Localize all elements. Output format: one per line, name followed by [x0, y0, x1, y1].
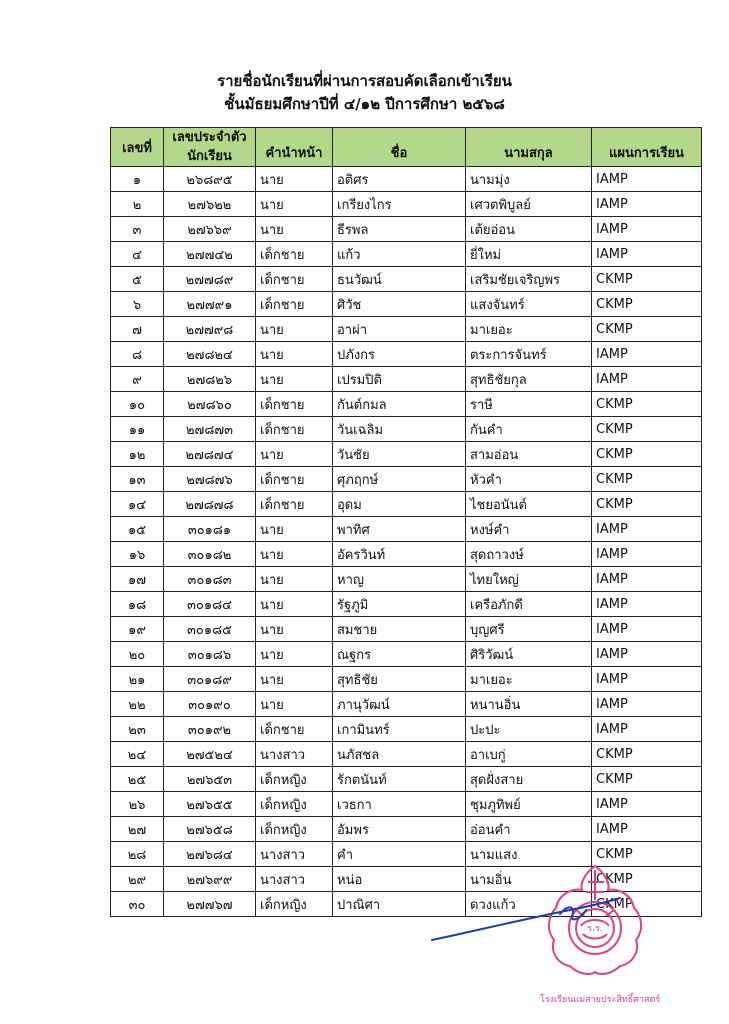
cell-last-name: ศิริวัฒน์: [466, 642, 592, 667]
cell-no: ๒: [111, 192, 164, 217]
cell-no: ๑๗: [111, 567, 164, 592]
cell-prefix: นาย: [256, 642, 333, 667]
cell-no: ๑๘: [111, 592, 164, 617]
cell-last-name: สามอ่อน: [466, 442, 592, 467]
cell-plan: IAMP: [592, 367, 702, 392]
cell-no: ๑๐: [111, 392, 164, 417]
cell-student-id: ๓๐๑๘๓: [164, 567, 256, 592]
cell-plan: IAMP: [592, 667, 702, 692]
cell-plan: IAMP: [592, 617, 702, 642]
cell-prefix: นาย: [256, 542, 333, 567]
cell-plan: CKMP: [592, 842, 702, 867]
cell-plan: CKMP: [592, 442, 702, 467]
cell-student-id: ๒๗๘๖๐: [164, 392, 256, 417]
cell-prefix: นาย: [256, 567, 333, 592]
cell-prefix: นางสาว: [256, 842, 333, 867]
cell-first-name: เกามินทร์: [333, 717, 466, 742]
cell-student-id: ๒๗๖๕๘: [164, 817, 256, 842]
cell-prefix: เด็กชาย: [256, 292, 333, 317]
cell-no: ๑๙: [111, 617, 164, 642]
cell-first-name: นภัสชล: [333, 742, 466, 767]
cell-no: ๒๖: [111, 792, 164, 817]
cell-student-id: ๒๗๖๕๕: [164, 792, 256, 817]
cell-plan: IAMP: [592, 592, 702, 617]
cell-plan: IAMP: [592, 567, 702, 592]
table-row: [111, 542, 702, 567]
cell-student-id: ๒๗๘๒๖: [164, 367, 256, 392]
table-row: [111, 192, 702, 217]
cell-last-name: บุญศรี: [466, 617, 592, 642]
cell-no: ๔: [111, 242, 164, 267]
table-row: [111, 817, 702, 842]
cell-no: ๒๘: [111, 842, 164, 867]
cell-first-name: คำ: [333, 842, 466, 867]
header-student-id: [164, 128, 256, 167]
cell-no: ๑๓: [111, 467, 164, 492]
cell-last-name: เต้ยอ่อน: [466, 217, 592, 242]
cell-prefix: เด็กชาย: [256, 417, 333, 442]
cell-prefix: เด็กชาย: [256, 492, 333, 517]
cell-student-id: ๓๐๑๘๙: [164, 667, 256, 692]
cell-no: ๒๑: [111, 667, 164, 692]
cell-plan: IAMP: [592, 242, 702, 267]
cell-plan: IAMP: [592, 517, 702, 542]
cell-student-id: ๓๐๑๘๔: [164, 592, 256, 617]
cell-first-name: ศุภฤกษ์: [333, 467, 466, 492]
cell-first-name: กันต์กมล: [333, 392, 466, 417]
document-title-line1: รายชื่อนักเรียนที่ผ่านการสอบคัดเลือกเข้าเรียน: [217, 72, 512, 90]
cell-first-name: ศิวัช: [333, 292, 466, 317]
cell-prefix: นาย: [256, 442, 333, 467]
table-row: [111, 592, 702, 617]
table-row: [111, 767, 702, 792]
cell-last-name: นามมุ่ง: [466, 167, 592, 192]
cell-plan: IAMP: [592, 717, 702, 742]
table-row: [111, 617, 702, 642]
cell-prefix: นาย: [256, 692, 333, 717]
cell-first-name: อัครวินท์: [333, 542, 466, 567]
cell-student-id: ๓๐๑๘๖: [164, 642, 256, 667]
cell-prefix: เด็กหญิง: [256, 892, 333, 917]
table-row: [111, 667, 702, 692]
cell-last-name: ยี่ใหม่: [466, 242, 592, 267]
cell-last-name: สุดฝั่งสาย: [466, 767, 592, 792]
cell-plan: IAMP: [592, 817, 702, 842]
cell-plan: CKMP: [592, 867, 702, 892]
table-row: [111, 792, 702, 817]
table-row: [111, 517, 702, 542]
table-row: [111, 442, 702, 467]
table-row: [111, 367, 702, 392]
cell-first-name: สุทธิชัย: [333, 667, 466, 692]
cell-student-id: ๒๖๘๙๕: [164, 167, 256, 192]
cell-plan: IAMP: [592, 192, 702, 217]
cell-last-name: นามแสง: [466, 842, 592, 867]
cell-student-id: ๒๗๘๗๓: [164, 417, 256, 442]
cell-student-id: ๓๐๑๙๒: [164, 717, 256, 742]
cell-last-name: ชุมภูทิพย์: [466, 792, 592, 817]
header-student-id-label: เลขประจำตัว นักเรียน: [172, 130, 247, 164]
cell-no: ๒๓: [111, 717, 164, 742]
cell-student-id: ๓๐๑๘๑: [164, 517, 256, 542]
cell-student-id: ๒๗๗๖๗: [164, 892, 256, 917]
cell-no: ๒๐: [111, 642, 164, 667]
cell-prefix: เด็กหญิง: [256, 792, 333, 817]
cell-first-name: ณฐกร: [333, 642, 466, 667]
cell-last-name: สุทธิชัยกุล: [466, 367, 592, 392]
cell-plan: CKMP: [592, 292, 702, 317]
cell-first-name: ธีรพล: [333, 217, 466, 242]
cell-last-name: มาเยอะ: [466, 667, 592, 692]
cell-prefix: เด็กหญิง: [256, 767, 333, 792]
cell-first-name: แก้ว: [333, 242, 466, 267]
document-title-line2: ชั้นมัธยมศึกษาปีที่ ๔/๑๒ ปีการศึกษา ๒๕๖๘: [224, 95, 505, 113]
cell-no: ๒๔: [111, 742, 164, 767]
cell-plan: CKMP: [592, 417, 702, 442]
cell-prefix: เด็กชาย: [256, 242, 333, 267]
table-body: [111, 167, 702, 917]
cell-no: ๒๙: [111, 867, 164, 892]
cell-last-name: อาเบกู่: [466, 742, 592, 767]
school-seal-text: โรงเรียนแม่สายประสิทธิ์ศาสตร์: [540, 995, 661, 1005]
cell-last-name: หัวคำ: [466, 467, 592, 492]
cell-prefix: นาย: [256, 192, 333, 217]
cell-student-id: ๒๗๗๘๙: [164, 267, 256, 292]
table-row: [111, 567, 702, 592]
cell-student-id: ๒๗๕๒๔: [164, 742, 256, 767]
cell-prefix: เด็กชาย: [256, 392, 333, 417]
cell-last-name: อ่อนคำ: [466, 817, 592, 842]
cell-no: ๘: [111, 342, 164, 367]
cell-prefix: นาย: [256, 342, 333, 367]
cell-no: ๓: [111, 217, 164, 242]
table-row: [111, 642, 702, 667]
cell-first-name: ภานุวัฒน์: [333, 692, 466, 717]
cell-first-name: อติศร: [333, 167, 466, 192]
cell-no: ๒๒: [111, 692, 164, 717]
cell-last-name: แสงจันทร์: [466, 292, 592, 317]
header-no: เลขที่: [111, 128, 164, 167]
cell-no: ๑๔: [111, 492, 164, 517]
cell-no: ๕: [111, 267, 164, 292]
student-list-table: [110, 127, 702, 917]
cell-last-name: กันคำ: [466, 417, 592, 442]
cell-plan: CKMP: [592, 492, 702, 517]
cell-first-name: อัมพร: [333, 817, 466, 842]
table-row: [111, 292, 702, 317]
cell-student-id: ๒๗๖๙๙: [164, 867, 256, 892]
table-row: [111, 167, 702, 192]
table-row: [111, 742, 702, 767]
signature-mark: [420, 880, 630, 950]
cell-plan: CKMP: [592, 317, 702, 342]
cell-student-id: ๒๗๖๒๒: [164, 192, 256, 217]
cell-prefix: เด็กชาย: [256, 267, 333, 292]
cell-student-id: ๒๗๗๙๑: [164, 292, 256, 317]
table-row: [111, 267, 702, 292]
cell-no: ๑: [111, 167, 164, 192]
cell-last-name: หงษ์คำ: [466, 517, 592, 542]
cell-no: ๑๒: [111, 442, 164, 467]
cell-student-id: ๒๗๘๗๘: [164, 492, 256, 517]
svg-text:ร.ร.: ร.ร.: [587, 924, 603, 934]
cell-prefix: นาย: [256, 367, 333, 392]
table-row: [111, 217, 702, 242]
cell-student-id: ๒๗๖๖๙: [164, 217, 256, 242]
cell-last-name: เศวตพิบูลย์: [466, 192, 592, 217]
cell-last-name: ไชยอนันต์: [466, 492, 592, 517]
cell-plan: CKMP: [592, 742, 702, 767]
cell-student-id: ๒๗๘๒๔: [164, 342, 256, 367]
cell-no: ๑๑: [111, 417, 164, 442]
header-first-name: ชื่อ: [333, 128, 466, 167]
cell-student-id: ๓๐๑๘๒: [164, 542, 256, 567]
cell-last-name: นามอิ่น: [466, 867, 592, 892]
cell-first-name: พาทิศ: [333, 517, 466, 542]
cell-plan: IAMP: [592, 692, 702, 717]
cell-last-name: ราษี: [466, 392, 592, 417]
cell-no: ๒๗: [111, 817, 164, 842]
header-plan: แผนการเรียน: [592, 128, 702, 167]
cell-student-id: ๒๗๘๗๖: [164, 467, 256, 492]
cell-first-name: วันเฉลิม: [333, 417, 466, 442]
cell-prefix: นาย: [256, 217, 333, 242]
header-last-name: นามสกุล: [466, 128, 592, 167]
cell-prefix: นาย: [256, 667, 333, 692]
cell-plan: CKMP: [592, 467, 702, 492]
cell-prefix: นาย: [256, 617, 333, 642]
cell-no: ๗: [111, 317, 164, 342]
cell-student-id: ๒๗๗๙๘: [164, 317, 256, 342]
cell-first-name: วันชัย: [333, 442, 466, 467]
cell-first-name: รัฐภูมิ: [333, 592, 466, 617]
cell-student-id: ๓๐๑๘๕: [164, 617, 256, 642]
cell-student-id: ๓๐๑๙๐: [164, 692, 256, 717]
cell-prefix: นาย: [256, 167, 333, 192]
cell-student-id: ๒๗๘๗๔: [164, 442, 256, 467]
cell-student-id: ๒๗๖๕๓: [164, 767, 256, 792]
cell-first-name: เวธกา: [333, 792, 466, 817]
cell-first-name: หาญ: [333, 567, 466, 592]
cell-no: ๓๐: [111, 892, 164, 917]
cell-first-name: หน่อ: [333, 867, 466, 892]
cell-last-name: ตระการจันทร์: [466, 342, 592, 367]
table-row: [111, 392, 702, 417]
table-row: [111, 692, 702, 717]
cell-prefix: นาย: [256, 317, 333, 342]
table-row: [111, 417, 702, 442]
cell-prefix: เด็กชาย: [256, 717, 333, 742]
cell-first-name: อุดม: [333, 492, 466, 517]
cell-plan: IAMP: [592, 642, 702, 667]
cell-no: ๖: [111, 292, 164, 317]
cell-last-name: มาเยอะ: [466, 317, 592, 342]
cell-plan: IAMP: [592, 792, 702, 817]
table-row: [111, 717, 702, 742]
cell-last-name: สุดถาวงษ์: [466, 542, 592, 567]
cell-plan: CKMP: [592, 392, 702, 417]
cell-first-name: รักตนันท์: [333, 767, 466, 792]
cell-last-name: หนานอิ่น: [466, 692, 592, 717]
cell-first-name: เกรียงไกร: [333, 192, 466, 217]
cell-first-name: สมชาย: [333, 617, 466, 642]
table-row: [111, 492, 702, 517]
cell-prefix: นางสาว: [256, 867, 333, 892]
cell-plan: CKMP: [592, 892, 702, 917]
cell-no: ๒๕: [111, 767, 164, 792]
cell-prefix: นาย: [256, 592, 333, 617]
cell-student-id: ๒๗๖๘๔: [164, 842, 256, 867]
table-row: [111, 342, 702, 367]
cell-first-name: อาผ่า: [333, 317, 466, 342]
cell-plan: IAMP: [592, 217, 702, 242]
cell-prefix: เด็กหญิง: [256, 817, 333, 842]
cell-last-name: เสริมชัยเจริญพร: [466, 267, 592, 292]
cell-no: ๑๖: [111, 542, 164, 567]
cell-prefix: นางสาว: [256, 742, 333, 767]
cell-plan: IAMP: [592, 542, 702, 567]
cell-prefix: เด็กชาย: [256, 467, 333, 492]
cell-first-name: ธนวัฒน์: [333, 267, 466, 292]
cell-last-name: ดวงแก้ว: [466, 892, 592, 917]
cell-no: ๙: [111, 367, 164, 392]
cell-first-name: ปาณิศา: [333, 892, 466, 917]
table-row: [111, 467, 702, 492]
cell-prefix: นาย: [256, 517, 333, 542]
cell-plan: CKMP: [592, 267, 702, 292]
cell-plan: CKMP: [592, 767, 702, 792]
table-row: [111, 242, 702, 267]
cell-last-name: เครือภักดี: [466, 592, 592, 617]
cell-plan: IAMP: [592, 342, 702, 367]
cell-last-name: ปะปะ: [466, 717, 592, 742]
cell-first-name: เปรมปิติ: [333, 367, 466, 392]
table-row: [111, 317, 702, 342]
cell-last-name: ไทยใหญ่: [466, 567, 592, 592]
cell-student-id: ๒๗๗๔๒: [164, 242, 256, 267]
cell-no: ๑๕: [111, 517, 164, 542]
cell-plan: IAMP: [592, 167, 702, 192]
cell-first-name: ปภังกร: [333, 342, 466, 367]
header-prefix: คำนำหน้า: [256, 128, 333, 167]
